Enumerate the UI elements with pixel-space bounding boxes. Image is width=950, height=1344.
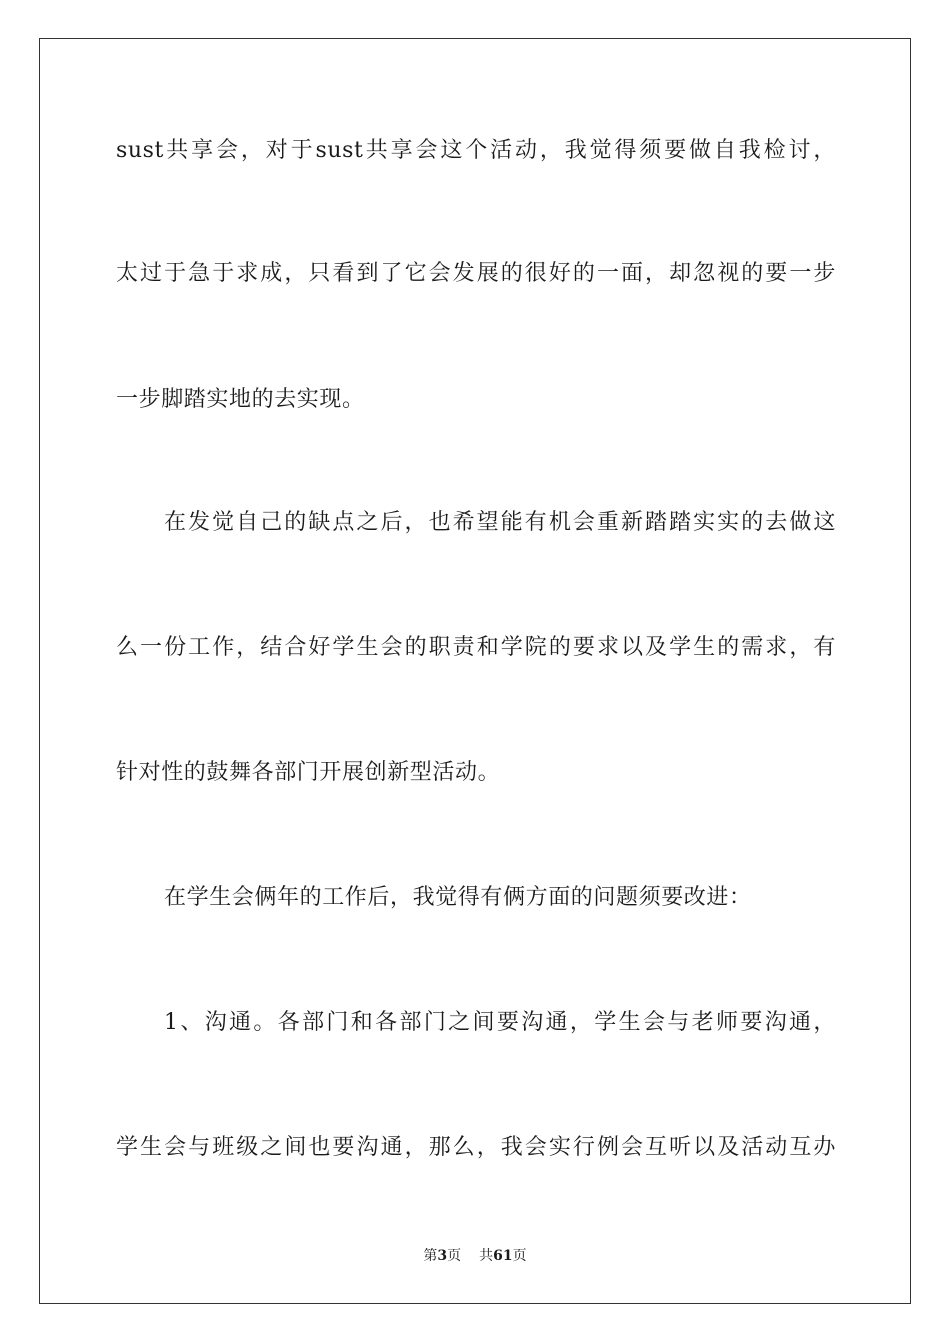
text-line: 在学生会俩年的工作后，我觉得有俩方面的问题须要改进： xyxy=(164,885,752,910)
text-line: 太过于急于求成，只看到了它会发展的很好的一面，却忽视的要一步 xyxy=(116,261,836,286)
page-prefix: 第 xyxy=(423,1248,438,1264)
text-line: 一步脚踏实地的去实现。 xyxy=(116,387,365,412)
text-line: 针对性的鼓舞各部门开展创新型活动。 xyxy=(116,760,501,785)
page-number: 3 xyxy=(437,1248,448,1264)
page-suffix: 页 xyxy=(447,1248,462,1264)
text-line: 在发觉自己的缺点之后，也希望能有机会重新踏踏实实的去做这 xyxy=(164,510,836,535)
text-line: 学生会与班级之间也要沟通，那么，我会实行例会互听以及活动互办 xyxy=(116,1135,836,1160)
text-line: sust共享会，对于sust共享会这个活动，我觉得须要做自我检讨， xyxy=(116,138,836,163)
page-border xyxy=(39,38,911,1304)
total-pages: 61 xyxy=(493,1248,513,1264)
total-suffix: 页 xyxy=(512,1248,527,1264)
text-line: 1、沟通。各部门和各部门之间要沟通，学生会与老师要沟通， xyxy=(164,1010,836,1035)
text-line: 么一份工作，结合好学生会的职责和学院的要求以及学生的需求，有 xyxy=(116,635,836,660)
total-prefix: 共 xyxy=(479,1248,494,1264)
page-footer xyxy=(0,1246,950,1266)
